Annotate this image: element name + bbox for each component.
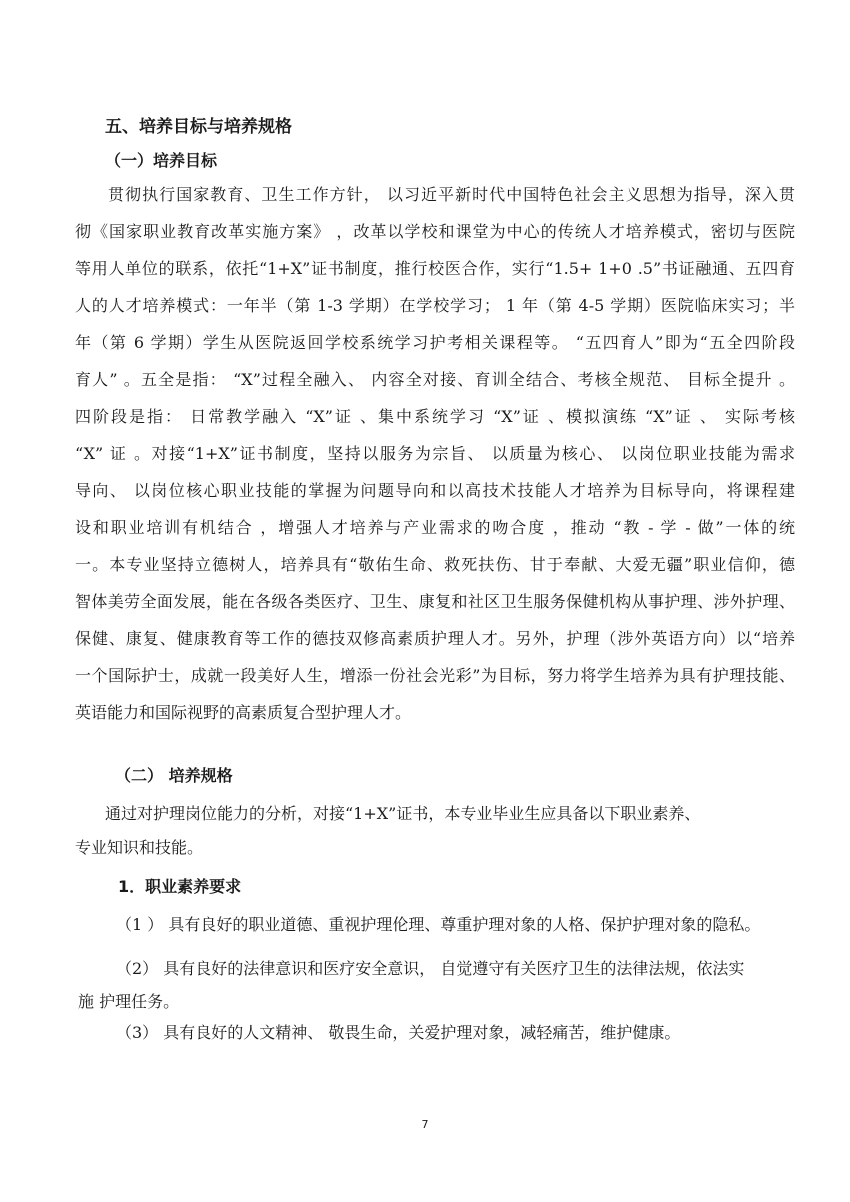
- professional-quality-title: 1．职业素养要求: [118, 877, 242, 896]
- list-item: （2） 具有良好的法律意识和医疗安全意识， 自觉遵守有关医疗卫生的法律法规，依法实: [116, 959, 745, 978]
- subsection-goal-title: （一）培养目标: [105, 151, 218, 170]
- paragraph-line: 育人” 。五全是指： “X”过程全融入、 内容全对接、育训全结合、考核全规范、 目标全提升 。: [75, 370, 795, 389]
- list-item: （1 ） 具有良好的职业道德、重视护理伦理、尊重护理对象的人格、保护护理对象的隐私。: [116, 915, 761, 934]
- paragraph-line: 通过对护理岗位能力的分析，对接“1+X”证书，本专业毕业生应具备以下职业素养、: [105, 804, 701, 823]
- paragraph-line: “X” 证 。对接“1+X”证书制度，坚持以服务为宗旨、 以质量为核心、 以岗位职业技能为需求: [75, 444, 795, 463]
- paragraph-line: 等用人单位的联系，依托“1+X”证书制度，推行校医合作，实行“1.5+ 1+0 .5”书证融通、五四育: [75, 259, 795, 278]
- paragraph-line: 四阶段是指： 日常教学融入 “X”证 、集中系统学习 “X”证 、模拟演练 “X”证 、 实际考核: [75, 407, 795, 426]
- paragraph-line: 保健、康复、健康教育等工作的德技双修高素质护理人才。另外，护理（涉外英语方向）以“培养: [75, 629, 795, 648]
- paragraph-line: 智体美劳全面发展，能在各级各类医疗、卫生、康复和社区卫生服务保健机构从事护理、涉外护理、: [75, 592, 795, 611]
- paragraph-line: 专业知识和技能。: [75, 838, 204, 857]
- list-item: （3） 具有良好的人文精神、 敬畏生命，关爱护理对象，减轻痛苦，维护健康。: [116, 1023, 681, 1042]
- paragraph-line: 英语能力和国际视野的高素质复合型护理人才。: [75, 703, 412, 722]
- section-title: 五、培养目标与培养规格: [105, 117, 292, 137]
- paragraph-line: 设和职业培训有机结合 ，增强人才培养与产业需求的吻合度 ，推动 “教 - 学 - 做”一体的统: [75, 518, 795, 537]
- paragraph-line: 一。本专业坚持立德树人，培养具有“敬佑生命、救死扶伤、甘于奉献、大爱无疆”职业信仰，德: [75, 555, 795, 574]
- subsection-spec-title: （二） 培养规格: [115, 766, 233, 785]
- page-number: 7: [421, 1118, 429, 1131]
- list-item: 施 护理任务。: [78, 992, 180, 1011]
- paragraph-line: 彻《国家职业教育改革实施方案》 ，改革以学校和课堂为中心的传统人才培养模式，密切与医院: [75, 222, 795, 241]
- paragraph-line: 导向、 以岗位核心职业技能的掌握为问题导向和以高技术技能人才培养为目标导向，将课程建: [75, 481, 795, 500]
- paragraph-line: 人的人才培养模式：一年半（第 1-3 学期）在学校学习； 1 年（第 4-5 学期）医院临床实习；半: [75, 296, 795, 315]
- paragraph-line: 年（第 6 学期）学生从医院返回学校系统学习护考相关课程等。 “五四育人”即为“五全四阶段: [75, 333, 795, 352]
- paragraph-line: 一个国际护士，成就一段美好人生，增添一份社会光彩”为目标，努力将学生培养为具有护理技能、: [75, 666, 795, 685]
- paragraph-line: 贯彻执行国家教育、卫生工作方针， 以习近平新时代中国特色社会主义思想为指导，深入贯: [108, 185, 795, 204]
